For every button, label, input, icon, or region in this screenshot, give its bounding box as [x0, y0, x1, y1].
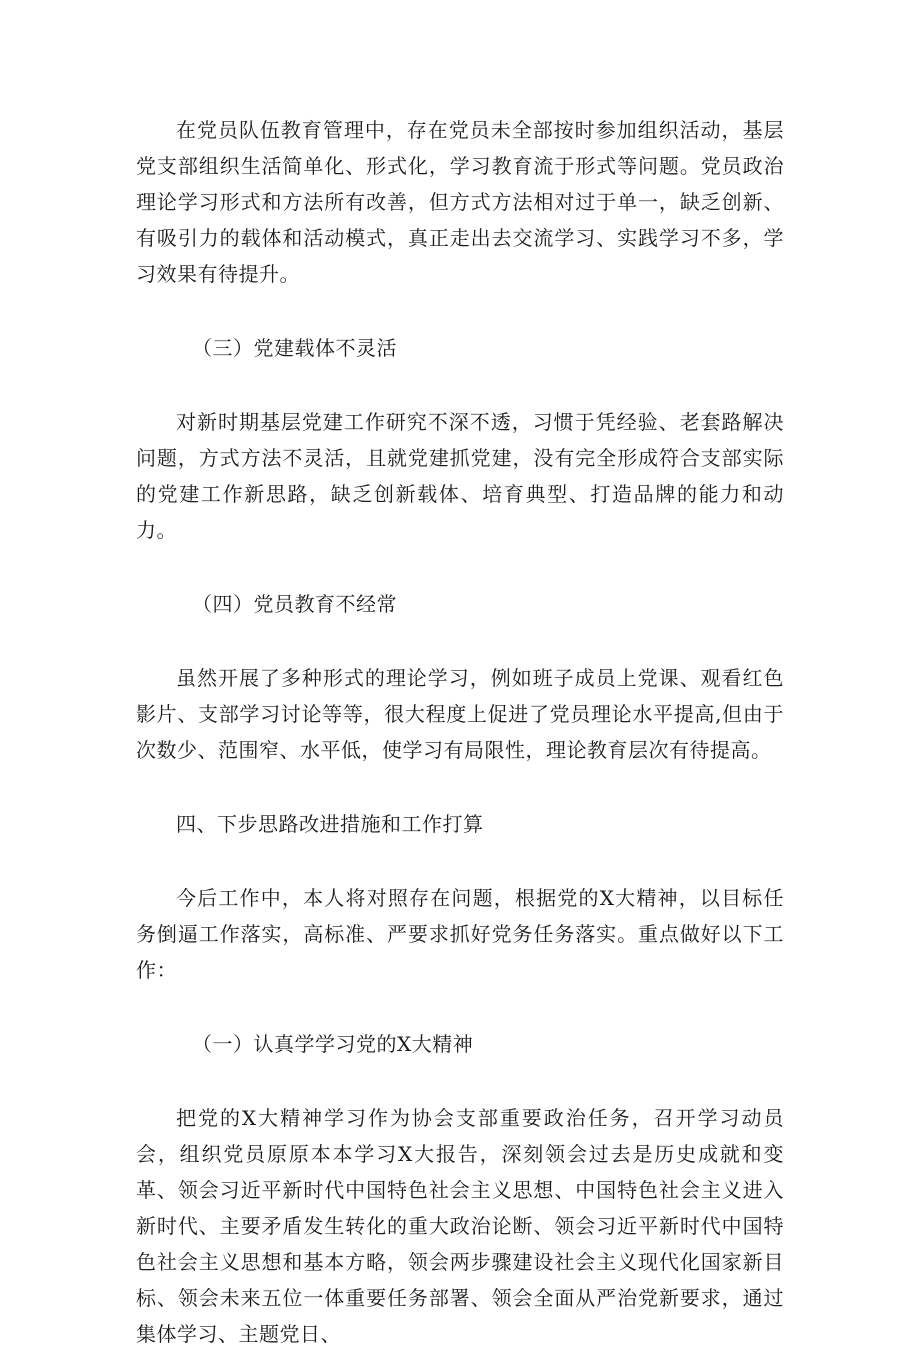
- heading-party-building-carrier: （三）党建载体不灵活: [192, 336, 397, 360]
- paragraph-future-work: 今后工作中，本人将对照存在问题，根据党的X大精神，以目标任务倒逼工作落实，高标准、严要求抓好党务任务落实。重点做好以下工作：: [136, 886, 784, 982]
- document-page: [136, 112, 784, 1352]
- paragraph-theory-study: 虽然开展了多种形式的理论学习，例如班子成员上党课、观看红色影片、支部学习讨论等等，很大程度上促进了党员理论水平提高,但由于次数少、范围窄、水平低，使学习有局限性，理论教育层次有待提高。: [136, 666, 784, 762]
- section-heading-next-steps: 四、下步思路改进措施和工作打算: [176, 812, 484, 836]
- paragraph-party-building-research: 对新时期基层党建工作研究不深不透，习惯于凭经验、老套路解决问题，方式方法不灵活，且就党建抓党建，没有完全形成符合支部实际的党建工作新思路，缺乏创新载体、培育典型、打造品牌的能力和动力。: [136, 410, 784, 542]
- heading-member-education: （四）党员教育不经常: [192, 592, 397, 616]
- paragraph-education-management: 在党员队伍教育管理中，存在党员未全部按时参加组织活动，基层党支部组织生活简单化、形式化，学习教育流于形式等问题。党员政治理论学习形式和方法所有改善，但方式方法相对过于单一，缺乏创新、有吸引力的载体和活动模式，真正走出去交流学习、实践学习不多，学习效果有待提升。: [136, 118, 784, 286]
- paragraph-study-plan: 把党的X大精神学习作为协会支部重要政治任务，召开学习动员会，组织党员原原本本学习X大报告，深刻领会过去是历史成就和变革、领会习近平新时代中国特色社会主义思想、中国特色社会主义进入新时代、主要矛盾发生转化的重大政治论断、领会习近平新时代中国特色社会主义思想和基本方略，领会两步骤建设社会主义现代化国家新目标、领会未来五位一体重要任务部署、领会全面从严治党新要求，通过集体学习、主题党日、: [136, 1106, 784, 1346]
- heading-study-congress-spirit: （一）认真学学习党的X大精神: [192, 1032, 474, 1056]
